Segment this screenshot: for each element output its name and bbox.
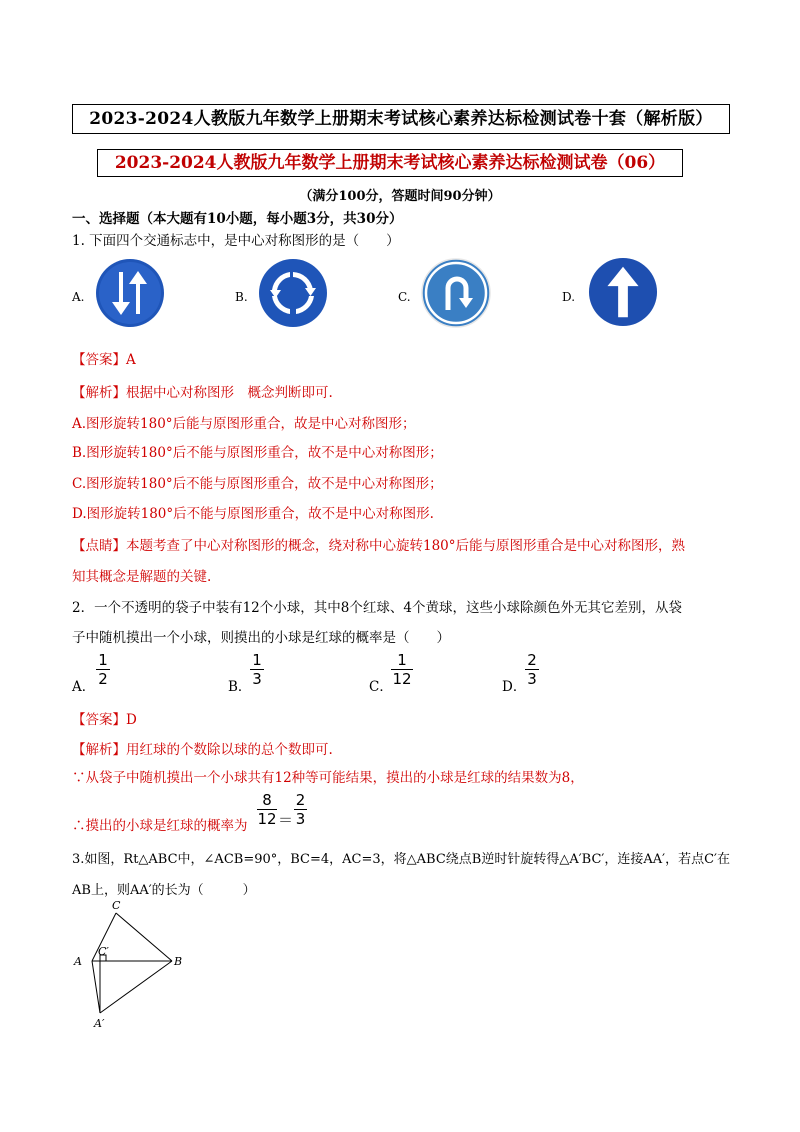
point-a-label: A xyxy=(74,955,82,968)
q2-simplified-fraction xyxy=(294,792,307,827)
fraction-denominator: 12 xyxy=(257,810,277,828)
q2-analysis-line: 【解析】用红球的个数除以球的总个数即可. xyxy=(72,742,333,758)
point-b-label: B xyxy=(174,955,183,968)
fraction-numerator: 2 xyxy=(295,791,306,809)
q2-analysis-conclusion: ∴摸出的小球是红球的概率为 xyxy=(72,818,248,834)
fraction-numerator: 1 xyxy=(397,651,407,669)
fraction-denominator: 3 xyxy=(295,810,306,828)
q1-analysis-line: C.图形旋转180°后不能与原图形重合，故不是中心对称图形； xyxy=(72,476,443,492)
q1-option-b-label: B. xyxy=(235,290,248,304)
paper-title: 2023-2024人教版九年数学上册期末考试核心素养达标检测试卷（06） xyxy=(97,149,683,177)
fraction-numerator: 1 xyxy=(252,651,262,669)
q2-option-b-label: B． xyxy=(228,679,252,695)
question-2-stem-line: 2．一个不透明的袋子中装有12个小球，其中8个红球、4个黄球，这些小球除颜色外无其它差别，从袋 xyxy=(72,600,682,616)
q2-probability-fraction xyxy=(257,792,277,827)
fraction-denominator: 2 xyxy=(98,670,108,688)
u-turn-sign-icon xyxy=(421,258,491,328)
q2-option-a-label: A． xyxy=(72,679,96,695)
point-c-label: C xyxy=(112,899,121,912)
q2-option-c-fraction xyxy=(391,652,413,687)
q1-option-d-label: D. xyxy=(562,290,576,304)
q1-comment-line: 知其概念是解题的关键. xyxy=(72,569,212,585)
section-heading: 一、选择题（本大题有10小题，每小题3分，共30分） xyxy=(72,211,403,227)
question-2-stem-line: 子中随机摸出一个小球，则摸出的小球是红球的概率是（ ） xyxy=(72,630,450,646)
q1-analysis-line: D.图形旋转180°后不能与原图形重合，故不是中心对称图形. xyxy=(72,506,434,522)
fraction-denominator: 3 xyxy=(252,670,262,688)
point-a-prime-label: A′ xyxy=(94,1017,105,1030)
q1-comment-line: 【点睛】本题考查了中心对称图形的概念，绕对称中心旋转180°后能与原图形重合是中心对称图形，熟 xyxy=(72,538,686,554)
point-c-prime-label: C′ xyxy=(98,945,109,958)
q2-option-c-label: C． xyxy=(369,679,393,695)
series-title: 2023-2024人教版九年数学上册期末考试核心素养达标检测试卷十套（解析版） xyxy=(72,104,730,134)
q1-option-a-label: A. xyxy=(72,290,85,304)
q2-option-d-fraction xyxy=(525,652,539,687)
roundabout-sign-icon xyxy=(258,258,328,328)
q1-analysis-line: 【解析】根据中心对称图形 概念判断即可. xyxy=(72,385,333,401)
q1-analysis-line: B.图形旋转180°后不能与原图形重合，故不是中心对称图形； xyxy=(72,445,443,461)
q2-option-b-fraction xyxy=(250,652,264,687)
fraction-numerator: 2 xyxy=(527,651,537,669)
equals-sign: ＝ xyxy=(278,811,294,829)
paper-meta: （满分100分，答题时间90分钟） xyxy=(299,189,501,204)
fraction-numerator: 8 xyxy=(262,791,272,809)
q1-option-c-label: C. xyxy=(398,290,411,304)
fraction-denominator: 12 xyxy=(392,670,412,688)
up-down-arrows-sign-icon xyxy=(95,258,165,328)
question-3-stem-line: AB上，则AA′的长为（ ） xyxy=(72,883,256,898)
q2-analysis-line: ∵从袋子中随机摸出一个小球共有12种等可能结果，摸出的小球是红球的结果数为8， xyxy=(72,770,584,786)
question-1-stem: 1. 下面四个交通标志中，是中心对称图形的是（ ） xyxy=(72,233,400,249)
q2-answer: 【答案】D xyxy=(72,712,137,728)
question-3-stem-line: 3.如图，Rt△ABC中，∠ACB=90°，BC=4，AC=3，将△ABC绕点B逆时针旋转得△A′BC′，连接AA′，若点C′在 xyxy=(72,852,730,867)
q1-answer: 【答案】A xyxy=(72,352,136,368)
fraction-denominator: 3 xyxy=(527,670,537,688)
q1-analysis-line: A.图形旋转180°后能与原图形重合，故是中心对称图形； xyxy=(72,416,416,432)
straight-ahead-sign-icon xyxy=(588,257,658,327)
q2-option-a-fraction xyxy=(96,652,110,687)
fraction-numerator: 1 xyxy=(98,651,108,669)
rotation-triangle-figure xyxy=(60,895,200,1035)
q2-option-d-label: D． xyxy=(502,679,527,695)
